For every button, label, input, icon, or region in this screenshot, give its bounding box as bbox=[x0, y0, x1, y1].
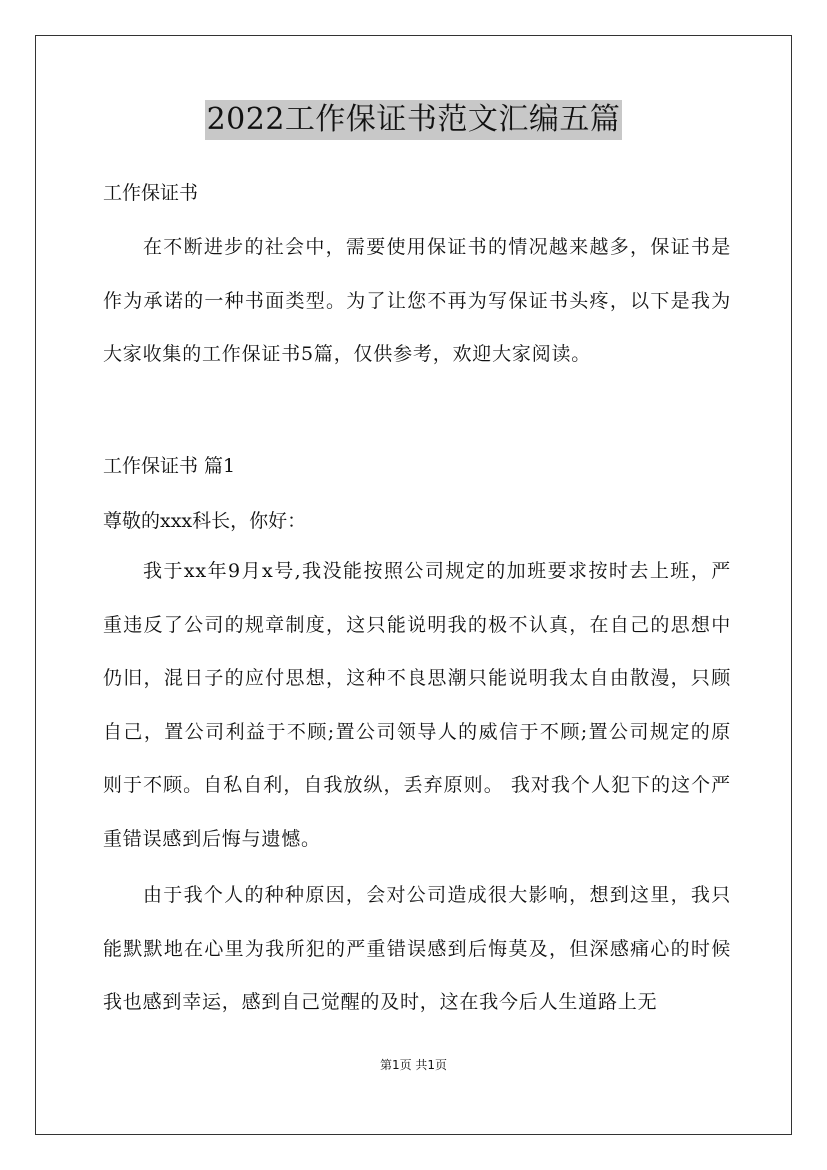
body-paragraph-2: 由于我个人的种种原因，会对公司造成很大影响，想到这里，我只能默默地在心里为我所犯的严重错误感到后悔莫及，但深感痛心的时候我也感到幸运，感到自己觉醒的及时，这在我今后人生道路上无 bbox=[103, 884, 731, 1013]
title-container bbox=[0, 100, 827, 140]
salutation: 尊敬的xxx科长，你好： bbox=[103, 510, 307, 532]
body-paragraph-1: 我于xx年9月x号,我没能按照公司规定的加班要求按时去上班，严重违反了公司的规章制度，这只能说明我的极不认真，在自己的思想中仍旧，混日子的应付思想，这种不良思潮只能说明我太自由散漫，只顾自己，置公司利益于不顾;置公司领导人的威信于不顾;置公司规定的原则于不顾。自私自利，自我放纵，丢弃原则。 我对我个人犯下的这个严重错误感到后悔与遗憾。 bbox=[103, 560, 731, 850]
article-heading: 工作保证书 篇1 bbox=[103, 455, 236, 477]
document-title: 2022工作保证书范文汇编五篇 bbox=[205, 100, 623, 140]
page-footer: 第1页 共1页 bbox=[379, 1058, 448, 1072]
intro-paragraph: 在不断进步的社会中，需要使用保证书的情况越来越多，保证书是作为承诺的一种书面类型。为了让您不再为写保证书头疼，以下是我为大家收集的工作保证书5篇，仅供参考，欢迎大家阅读。 bbox=[103, 236, 731, 365]
section-heading: 工作保证书 bbox=[103, 182, 199, 204]
